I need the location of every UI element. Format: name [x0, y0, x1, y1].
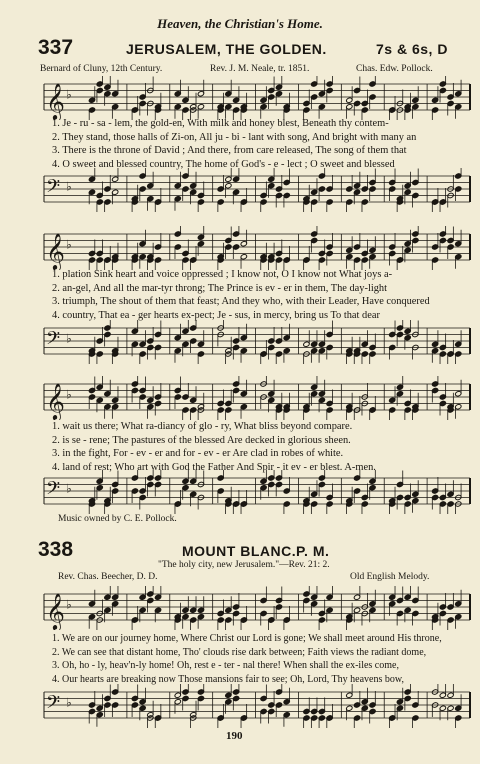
- system-3-lyrics: [52, 420, 376, 474]
- hymn-338-lyrics: [52, 632, 442, 686]
- svg-text:𝄢: 𝄢: [46, 692, 61, 718]
- hymn-337-title: JERUSALEM, THE GOLDEN.: [126, 41, 327, 57]
- system-2-lyrics: [52, 268, 430, 322]
- lyric-line: 1. Je - ru - sa - lem, the gold-en, With milk and honey blest, Beneath thy contem-: [52, 118, 389, 129]
- lyric-line: 4. O sweet and blessed country, The home of God's - e - lect ; O sweet and blessed: [52, 158, 395, 170]
- hymn-338-meter: P. M.: [296, 543, 330, 559]
- music-staff: [40, 470, 472, 514]
- lyric-line: 4. Our hearts are breaking now Those mansions fair to see; Oh, Lord, Thy heavens bow,: [52, 673, 404, 685]
- svg-text:𝄞: 𝄞: [46, 592, 65, 630]
- svg-text:♭: ♭: [66, 695, 72, 710]
- lyric-line: 3. triumph, The shout of them that feast; And they who, with their Leader, Have conquered: [52, 296, 430, 308]
- lyric-line: 4. land of rest; Who art with God the Father And Spir - it ev - er blest. A-men.: [52, 461, 376, 473]
- lyric-line: 3. Oh, ho - ly, heav'n-ly home! Oh, rest e - ter - nal there! When shall the ex-iles come,: [52, 660, 399, 672]
- hymn-338-author: Rev. Chas. Beecher, D. D.: [58, 572, 158, 582]
- lyric-line: 2. They stand, those halls of Zi-on, All ju - bi - lant with song, And bright with many an: [52, 131, 417, 143]
- music-staff: [40, 376, 472, 420]
- hymn-337-meter: 7s & 6s, D: [376, 41, 448, 57]
- lyric-line: 2. We can see that distant home, Tho' clouds rise dark between; Faith views the radiant dome,: [52, 646, 427, 658]
- lyric-line: 1. plation Sink heart and voice oppressed ; I know not, O I know not What joys a-: [52, 269, 393, 280]
- svg-text:♭: ♭: [66, 481, 72, 496]
- music-staff: [40, 320, 472, 364]
- svg-text:𝄢: 𝄢: [46, 176, 61, 202]
- lyric-line: 1. We are on our journey home, Where Christ our Lord is gone; We shall meet around His throne,: [52, 633, 442, 644]
- lyric-line: 4. country, That ea - ger hearts ex-pect; Je - sus, in mercy, bring us To that dear: [52, 309, 380, 321]
- svg-text:𝄢: 𝄢: [46, 328, 61, 354]
- system-1-lyrics: [52, 117, 416, 171]
- svg-text:𝄞: 𝄞: [46, 382, 65, 420]
- svg-text:♭: ♭: [66, 179, 72, 194]
- hymn-338-title: MOUNT BLANC.: [182, 543, 297, 559]
- running-header: Heaven, the Christian's Home.: [157, 16, 323, 31]
- svg-text:♭: ♭: [66, 331, 72, 346]
- lyric-line: 2. is se - rene; The pastures of the blessed Are decked in glorious sheen.: [52, 434, 351, 446]
- music-staff: [40, 168, 472, 212]
- svg-text:♭: ♭: [66, 597, 72, 612]
- hymn-337-number: 337: [38, 36, 74, 59]
- lyric-line: 1. wait us there; What ra-diancy of glo - ry, What bliss beyond compare.: [52, 421, 353, 432]
- svg-text:𝄞: 𝄞: [46, 232, 65, 270]
- hymn-338-number: 338: [38, 538, 74, 561]
- music-staff: [40, 226, 472, 270]
- svg-text:𝄞: 𝄞: [46, 82, 65, 120]
- music-staff: [40, 76, 472, 120]
- hymn-338-composer: Old English Melody.: [350, 572, 430, 582]
- svg-text:♭: ♭: [66, 237, 72, 252]
- svg-text:♭: ♭: [66, 387, 72, 402]
- lyric-line: 3. in the fight, For - ev - er and for - ev - er Are clad in robes of white.: [52, 448, 344, 460]
- svg-text:♭: ♭: [66, 87, 72, 102]
- hymn-338-scripture: "The holy city, new Jerusalem."—Rev. 21: 2.: [158, 560, 330, 570]
- hymn-337-translator: Rev. J. M. Neale, tr. 1851.: [210, 64, 310, 74]
- svg-text:𝄢: 𝄢: [46, 478, 61, 504]
- music-staff: [40, 684, 472, 728]
- hymn-337-footnote: Music owned by C. E. Pollock.: [58, 514, 177, 524]
- lyric-line: 3. There is the throne of David ; And there, from care released, The song of them that: [52, 145, 407, 157]
- hymn-337-composer: Chas. Edw. Pollock.: [356, 64, 433, 74]
- page-number: 190: [226, 730, 243, 742]
- lyric-line: 2. an-gel, And all the mar-tyr throng; The Prince is ev - er in them, The day-light: [52, 282, 387, 294]
- hymn-337-author: Bernard of Cluny, 12th Century.: [40, 64, 163, 74]
- music-staff: [40, 586, 472, 630]
